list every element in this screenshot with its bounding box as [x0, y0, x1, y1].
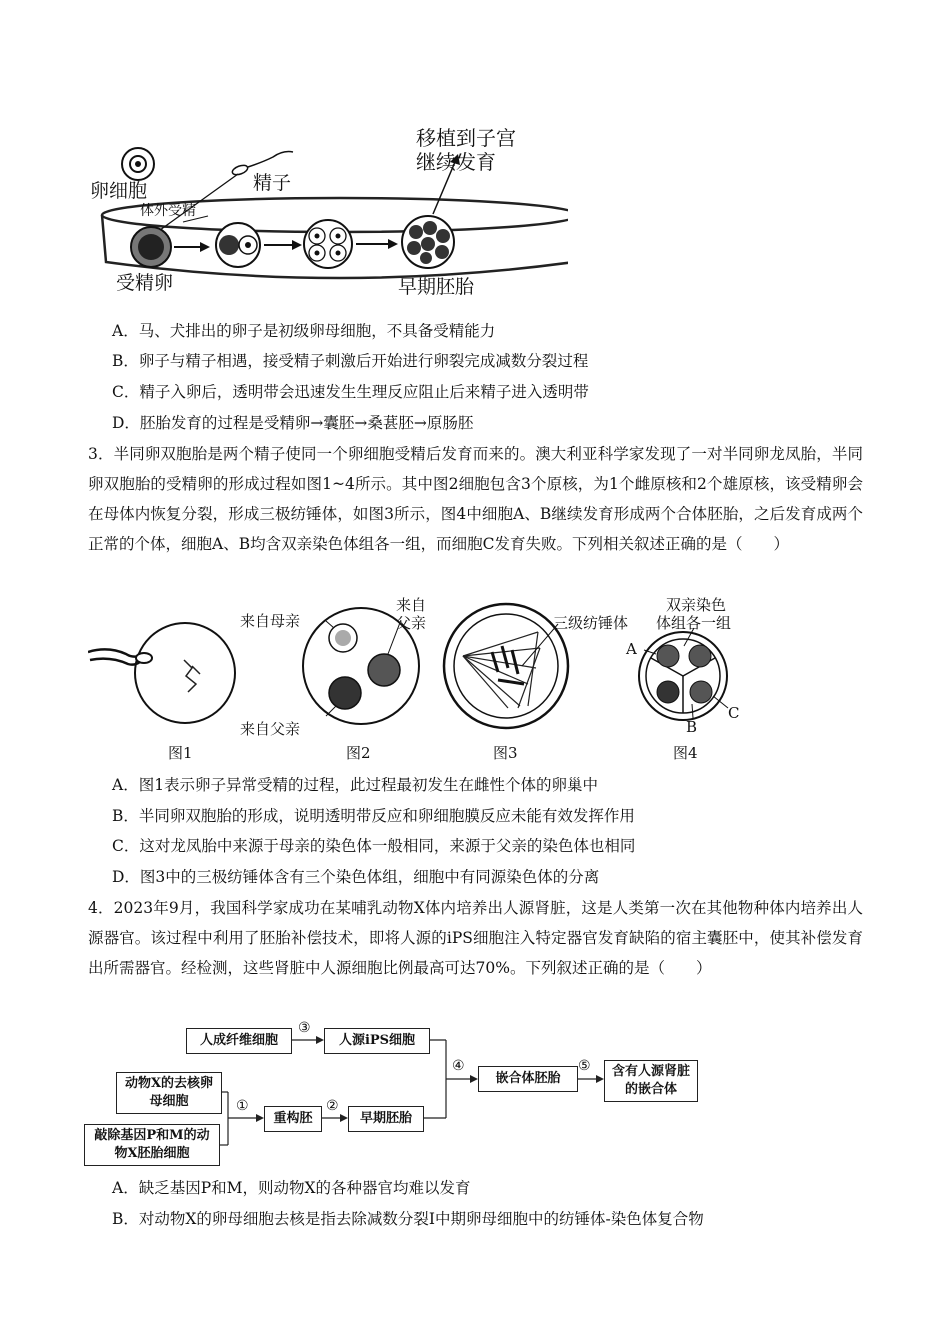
egg-label: 卵细胞 [90, 180, 148, 202]
from-father-top-2: 父亲 [396, 614, 427, 632]
chimera-embryo-box: 嵌合体胚胎 [478, 1066, 578, 1092]
both-parents-label-1: 双亲染色 [666, 596, 727, 614]
q3-option-a: A．图1表示卵子异常受精的过程，此过程最初发生在雌性个体的卵巢中 [112, 776, 599, 794]
early-embryo-label: 早期胚胎 [398, 276, 475, 298]
step-4-label: ④ [452, 1058, 465, 1074]
fig3-caption: 图3 [493, 744, 518, 762]
ivf-label: 体外受精 [140, 203, 196, 219]
q3-option-b: B．半同卵双胞胎的形成，说明透明带反应和卵细胞膜反应未能有效发挥作用 [112, 807, 635, 825]
q4-stem: 4．2023年9月，我国科学家成功在某哺乳动物X体内培养出人源肾脏，这是人类第一次在其他物种体内培养出人源器官。该过程中利用了胚胎补偿技术，即将人源的iPS细胞注入特定器官发育缺陷的宿主囊胚中，使其补偿发育出所需器官。经检测，这些肾脏中人源细胞比例最高可达70%。下列叙述正确的是（ ） [88, 899, 863, 977]
cell-c-label: C [728, 704, 740, 722]
reconstructed-embryo-box: 重构胚 [264, 1106, 322, 1132]
transfer-label-2: 继续发育 [416, 150, 496, 174]
q4-option-a: A．缺乏基因P和M，则动物X的各种器官均难以发育 [112, 1179, 471, 1197]
step-3-label: ③ [298, 1020, 311, 1036]
fertilized-egg-label: 受精卵 [116, 272, 174, 294]
q2-option-d: D．胚胎发育的过程是受精卵→囊胚→桑葚胚→原肠胚 [112, 414, 474, 432]
step-1-label: ① [236, 1098, 249, 1114]
q2-option-c: C．精子入卵后，透明带会迅速发生生理反应阻止后来精子进入透明带 [112, 383, 589, 401]
transfer-label-1: 移植到子宫 [416, 126, 516, 150]
cell-a-label: A [626, 640, 637, 658]
ips-box: 人源iPS细胞 [324, 1028, 430, 1054]
q3-option-d: D．图3中的三极纺锤体含有三个染色体组，细胞中有同源染色体的分离 [112, 868, 600, 886]
from-father-top-1: 来自 [396, 596, 427, 614]
sperm-label: 精子 [253, 172, 292, 194]
both-parents-label-2: 体组各一组 [656, 614, 732, 632]
fig1-caption: 图1 [168, 744, 193, 762]
q3-stem: 3．半同卵双胞胎是两个精子使同一个卵细胞受精后发育而来的。澳大利亚科学家发现了一对半同卵龙凤胎，半同卵双胞胎的受精卵的形成过程如图1~4所示。其中图2细胞包含3个原核，为1个雌原核和2个雄原核，该受精卵会在母体内恢复分裂，形成三极纺锤体，如图3所示，图4中细胞A、B继续发育形成两个合体胚胎，之后发育成两个正常的个体，细胞A、B均含双亲染色体组各一组，而细胞C发育失败。下列相关叙述正确的是（ ） [88, 445, 863, 553]
early-embryo-box: 早期胚胎 [348, 1106, 424, 1132]
fig2-caption: 图2 [346, 744, 371, 762]
q3-figures [88, 588, 788, 768]
q2-option-b: B．卵子与精子相遇，接受精子刺激后开始进行卵裂完成减数分裂过程 [112, 352, 589, 370]
q2-option-a: A．马、犬排出的卵子是初级卵母细胞，不具备受精能力 [112, 322, 496, 340]
from-father-bottom-label: 来自父亲 [240, 720, 301, 738]
fig4-caption: 图4 [673, 744, 698, 762]
tripolar-spindle-label: 三级纺锤体 [553, 614, 629, 632]
fibroblast-box: 人成纤维细胞 [186, 1028, 292, 1054]
oocyte-box: 动物X的去核卵母细胞 [116, 1072, 222, 1114]
from-mother-label: 来自母亲 [240, 612, 301, 630]
chimera-kidney-box: 含有人源肾脏的嵌合体 [604, 1060, 698, 1102]
knockout-cell-box: 敲除基因P和M的动物X胚胎细胞 [84, 1124, 220, 1166]
q4-flowchart [80, 1018, 720, 1170]
step-5-label: ⑤ [578, 1058, 591, 1074]
q3-option-c: C．这对龙凤胎中来源于母亲的染色体一般相同，来源于父亲的染色体也相同 [112, 837, 636, 855]
ivf-diagram [88, 112, 568, 302]
cell-b-label: B [686, 718, 698, 736]
step-2-label: ② [326, 1098, 339, 1114]
q4-option-b: B．对动物X的卵母细胞去核是指去除减数分裂Ⅰ中期卵母细胞中的纺锤体-染色体复合物 [112, 1210, 704, 1228]
